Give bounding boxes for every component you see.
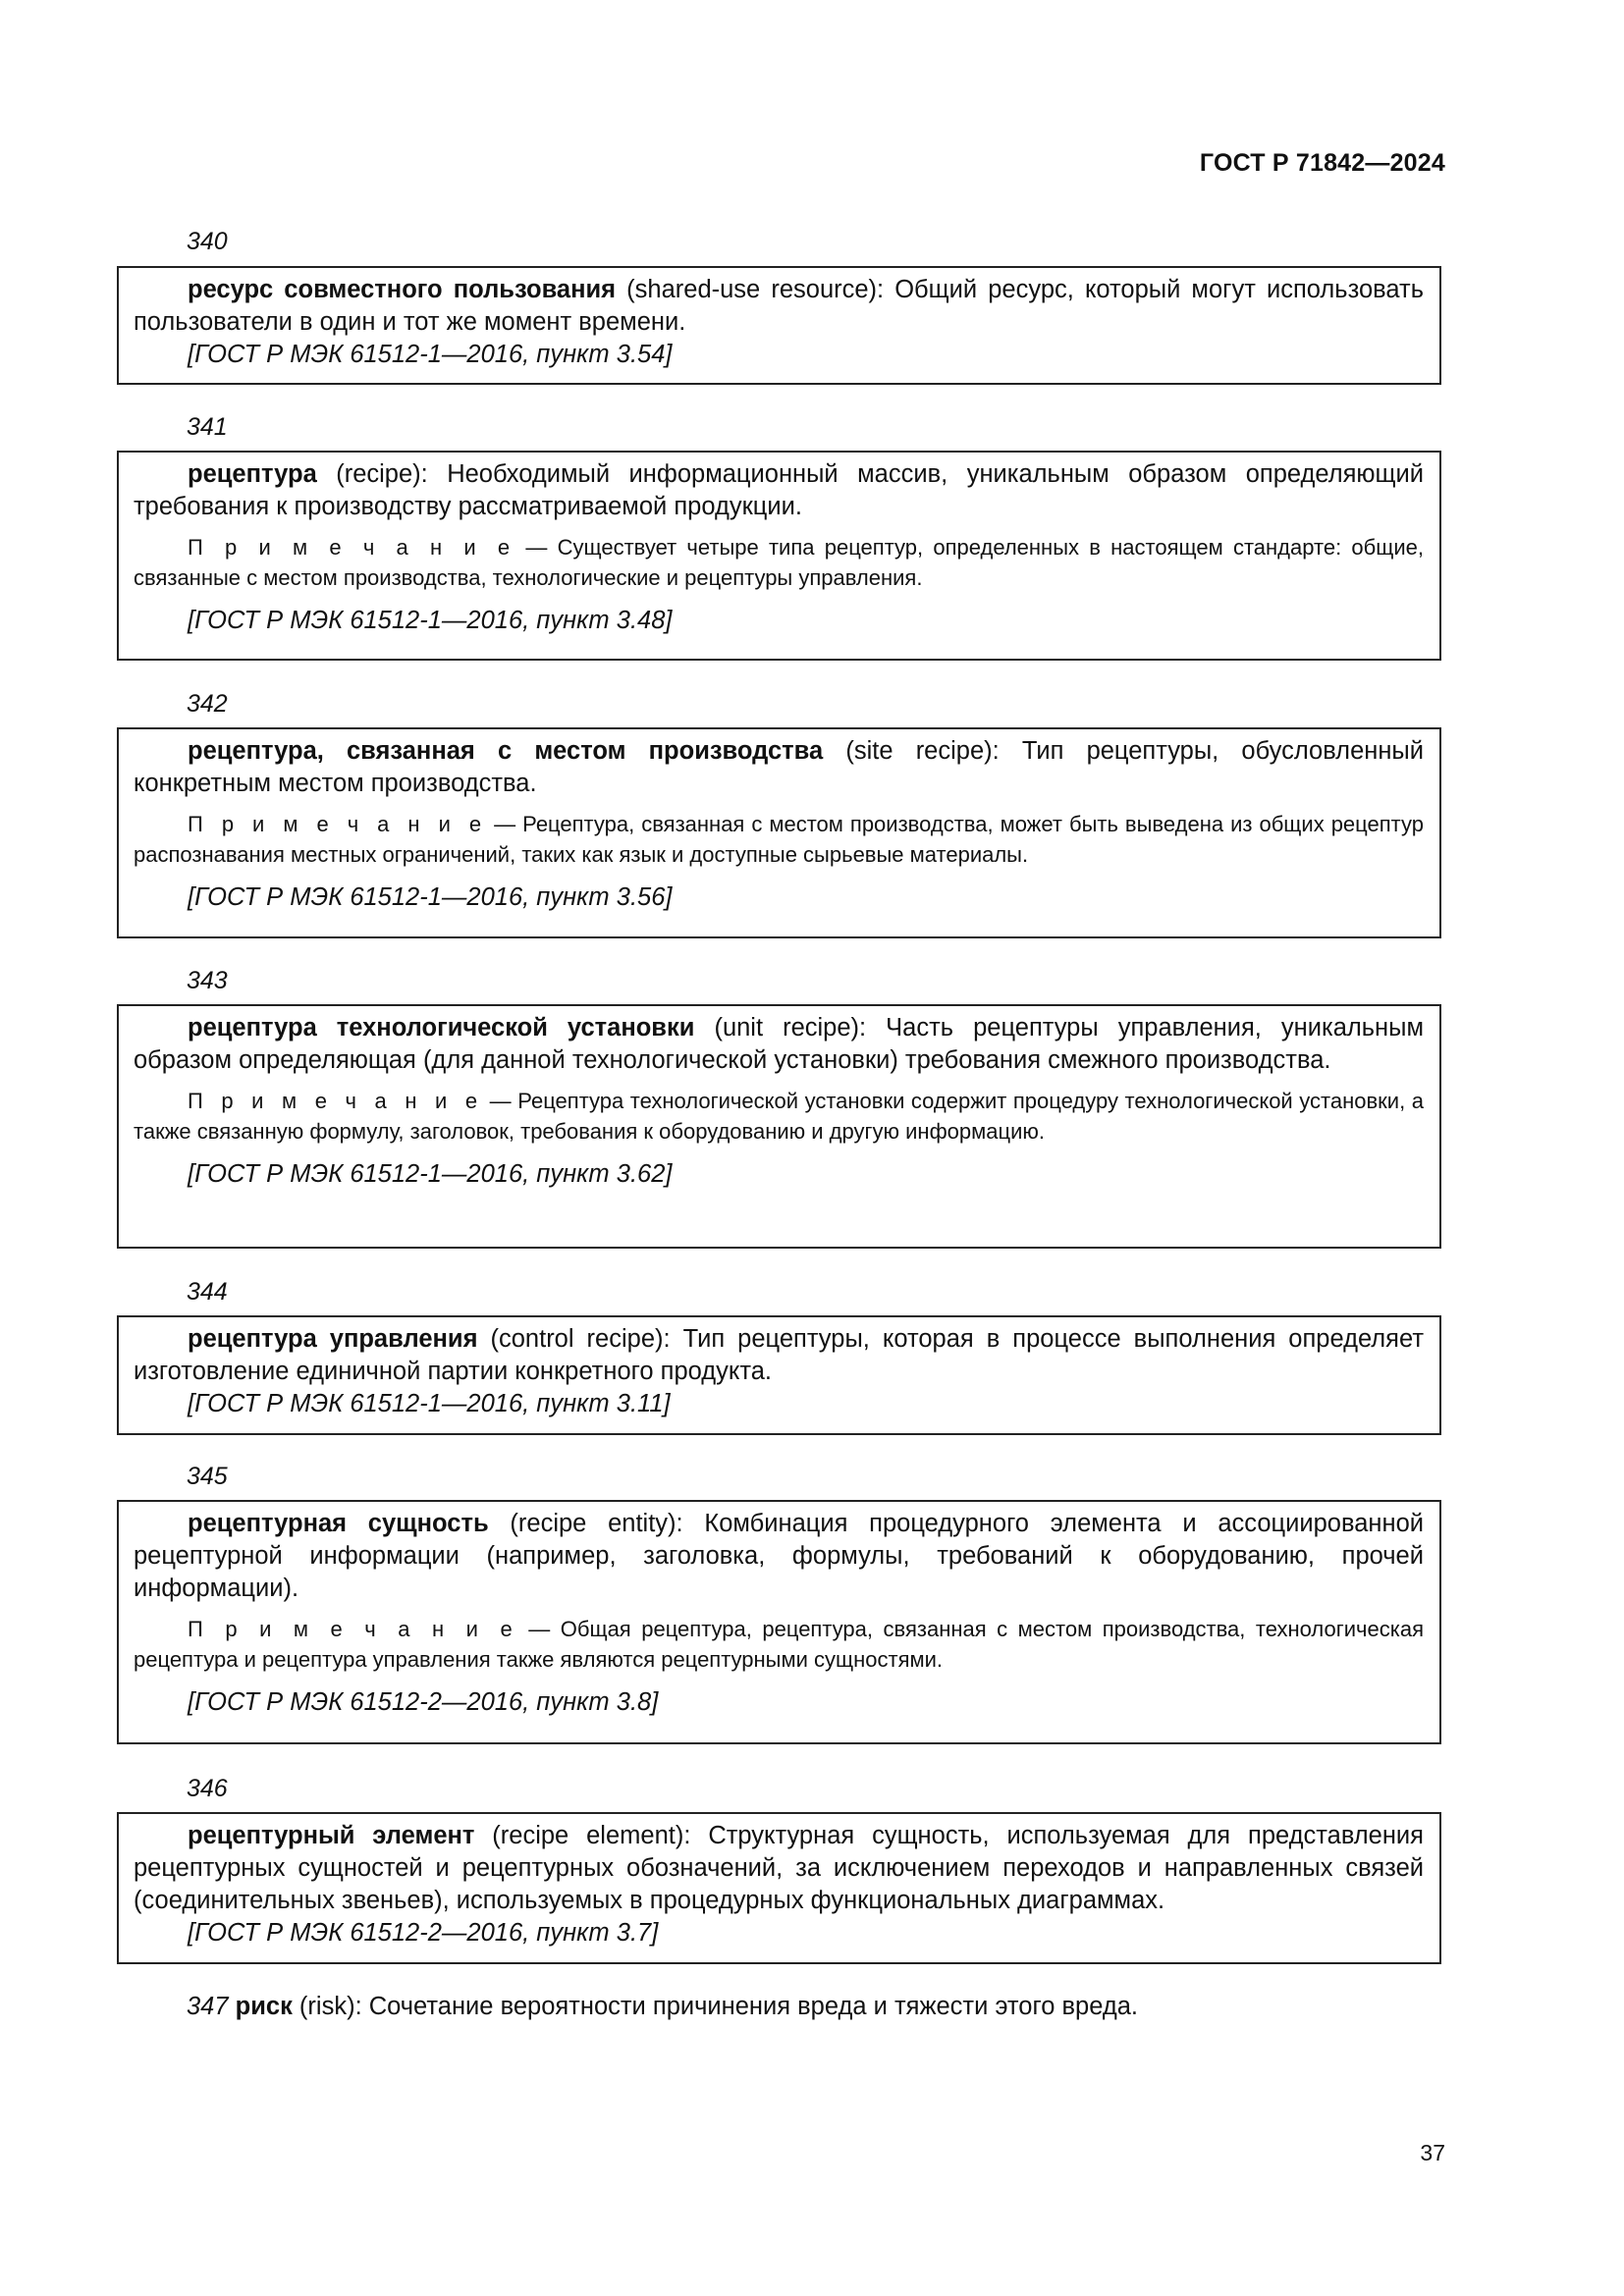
reference: [ГОСТ Р МЭК 61512-2—2016, пункт 3.7] [188, 1919, 659, 1947]
last-entry [187, 1993, 1138, 2021]
entry-number: 340 [187, 228, 228, 255]
definition [134, 274, 1424, 339]
entry-number: 341 [187, 413, 228, 441]
term: рецептура, связанная с местом производства [188, 737, 824, 765]
reference: [ГОСТ Р МЭК 61512-2—2016, пункт 3.8] [188, 1688, 659, 1716]
term: рецептура технологической установки [188, 1014, 695, 1041]
definition [134, 735, 1424, 800]
term-box [117, 266, 1441, 385]
page-number: 37 [1420, 2140, 1445, 2165]
term: риск [235, 1993, 293, 2020]
term-box [117, 1500, 1441, 1744]
note-label: П р и м е ч а н и е [188, 535, 516, 560]
term: рецептура управления [188, 1325, 478, 1353]
note [134, 1086, 1424, 1147]
entry-number: 342 [187, 690, 228, 718]
standard-code: ГОСТ Р 71842—2024 [1199, 149, 1445, 177]
reference: [ГОСТ Р МЭК 61512-1—2016, пункт 3.62] [188, 1160, 673, 1188]
term: рецептурный элемент [188, 1822, 475, 1849]
note-text: — Общая рецептура, рецептура, связанная с местом производства, технологическая рецептура и рецептура управления также являются рецептурными сущностями. [134, 1617, 1424, 1672]
note-label: П р и м е ч а н и е [188, 1089, 484, 1113]
definition-text: (site recipe): Тип рецептуры, обусловленный конкретным местом производства. [134, 737, 1424, 797]
definition-text: (unit recipe): Часть рецептуры управления, уникальным образом определяющая (для данной технологической установки) требования смежного производства. [134, 1014, 1424, 1074]
note-text: — Рецептура, связанная с местом производства, может быть выведена из общих рецептур распознавания местных ограничений, таких как язык и доступные сырьевые материалы. [134, 812, 1424, 867]
term-box [117, 451, 1441, 661]
reference: [ГОСТ Р МЭК 61512-1—2016, пункт 3.54] [188, 341, 673, 368]
definition-text: (recipe element): Структурная сущность, используемая для представления рецептурных сущностей и рецептурных обозначений, за исключением переходов и направленных связей (соединительных звеньев), используемых в процедурных функциональных диаграммах. [134, 1822, 1424, 1914]
note-label: П р и м е ч а н и е [188, 1617, 518, 1641]
note-text: — Существует четыре типа рецептур, определенных в настоящем стандарте: общие, связанные с местом производства, технологические и рецептуры управления. [134, 535, 1424, 590]
definition [134, 1508, 1424, 1605]
entry-number: 346 [187, 1775, 228, 1802]
note [134, 532, 1424, 593]
term: рецептурная сущность [188, 1510, 489, 1537]
note [134, 809, 1424, 870]
definition-text: (risk): Сочетание вероятности причинения вреда и тяжести этого вреда. [292, 1993, 1138, 2020]
note [134, 1614, 1424, 1675]
entry-number: 347 [187, 1993, 229, 2020]
entry-number: 345 [187, 1463, 228, 1490]
definition-text: (recipe entity): Комбинация процедурного элемента и ассоциированной рецептурной информации (например, заголовка, формулы, требований к оборудованию, прочей информации). [134, 1510, 1424, 1602]
definition-text: (shared-use resource): Общий ресурс, который могут использовать пользователи в один и тот же момент времени. [134, 276, 1425, 336]
definition [134, 1012, 1424, 1077]
entry-number: 344 [187, 1278, 228, 1306]
term-box [117, 1812, 1441, 1964]
reference: [ГОСТ Р МЭК 61512-1—2016, пункт 3.48] [188, 607, 673, 634]
note-label: П р и м е ч а н и е [188, 812, 488, 836]
definition [134, 1323, 1424, 1388]
definition [134, 1820, 1424, 1917]
definition-text: (control recipe): Тип рецептуры, которая в процессе выполнения определяет изготовление единичной партии конкретного продукта. [134, 1325, 1425, 1385]
term-box [117, 1004, 1441, 1249]
note-text: — Рецептура технологической установки содержит процедуру технологической установки, а также связанную формулу, заголовок, требования к оборудованию и другую информацию. [134, 1089, 1424, 1144]
term-box [117, 1315, 1441, 1435]
term-box [117, 727, 1441, 938]
entry-number: 343 [187, 967, 228, 994]
reference: [ГОСТ Р МЭК 61512-1—2016, пункт 3.11] [188, 1390, 671, 1417]
definition-text: (recipe): Необходимый информационный массив, уникальным образом определяющий требования к производству рассматриваемой продукции. [134, 460, 1424, 520]
term: рецептура [188, 460, 317, 488]
term: ресурс совместного пользования [188, 276, 617, 303]
definition [134, 458, 1424, 523]
reference: [ГОСТ Р МЭК 61512-1—2016, пункт 3.56] [188, 883, 673, 911]
